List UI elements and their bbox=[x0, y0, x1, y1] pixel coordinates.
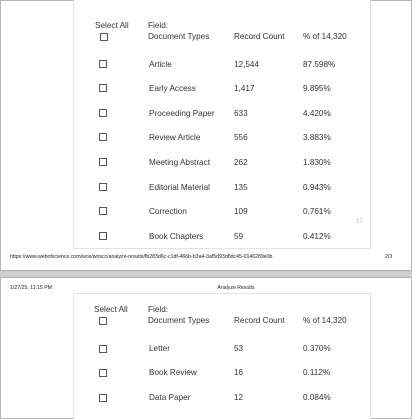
record-count-cell: 12 bbox=[234, 393, 244, 402]
field-label: Field: bbox=[148, 21, 169, 30]
record-count-cell: 556 bbox=[234, 133, 248, 142]
percent-cell: 0.112% bbox=[303, 368, 331, 377]
row-checkbox[interactable] bbox=[99, 158, 107, 166]
percent-cell: 0.084% bbox=[303, 393, 331, 402]
record-count-cell: 16 bbox=[234, 368, 244, 377]
document-type-cell: Book Review bbox=[149, 368, 197, 377]
record-count-cell: 59 bbox=[234, 232, 244, 241]
document-type-cell: Review Article bbox=[149, 133, 201, 142]
record-count-cell: 109 bbox=[234, 207, 248, 216]
field-name-header: Document Types bbox=[148, 32, 210, 41]
row-checkbox[interactable] bbox=[99, 232, 107, 240]
print-footer-url: https://www.webofscience.com/wos/woscc/analyze-results/fb283d6c-c1df-466b-b3a4-3af5d93d8dc45-0146289e0b bbox=[10, 254, 273, 260]
record-count-cell: 12,544 bbox=[234, 60, 260, 69]
document-type-cell: Data Paper bbox=[149, 393, 191, 402]
print-header-title: Analyze Results bbox=[217, 285, 255, 291]
page-break-divider bbox=[0, 270, 412, 278]
percent-cell: 87.598% bbox=[303, 60, 336, 69]
percent-cell: 4.420% bbox=[303, 109, 331, 118]
row-checkbox[interactable] bbox=[99, 394, 107, 402]
document-type-cell: Meeting Abstract bbox=[149, 158, 210, 167]
record-count-header: Record Count bbox=[234, 32, 285, 41]
row-checkbox[interactable] bbox=[99, 207, 107, 215]
percent-cell: 0.761% bbox=[303, 207, 331, 216]
document-type-cell: Proceeding Paper bbox=[149, 109, 215, 118]
percent-cell: 0.943% bbox=[303, 183, 331, 192]
record-count-header: Record Count bbox=[234, 316, 285, 325]
select-all-checkbox[interactable] bbox=[100, 33, 108, 41]
faint-page-mark: 17 bbox=[356, 219, 363, 225]
row-checkbox[interactable] bbox=[99, 133, 107, 141]
percent-cell: 0.412% bbox=[303, 232, 331, 241]
row-checkbox[interactable] bbox=[99, 345, 107, 353]
select-all-label: Select All bbox=[94, 305, 128, 314]
record-count-cell: 53 bbox=[234, 344, 244, 353]
document-type-cell: Editorial Material bbox=[149, 183, 210, 192]
row-checkbox[interactable] bbox=[99, 60, 107, 68]
percent-cell: 0.370% bbox=[303, 344, 331, 353]
print-footer-page-number: 2/3 bbox=[385, 254, 393, 260]
document-type-cell: Correction bbox=[149, 207, 187, 216]
percent-cell: 3.883% bbox=[303, 133, 331, 142]
document-type-cell: Book Chapters bbox=[149, 232, 204, 241]
field-name-header: Document Types bbox=[148, 316, 210, 325]
select-all-checkbox[interactable] bbox=[99, 317, 107, 325]
percent-header: % of 14,320 bbox=[303, 316, 347, 325]
row-checkbox[interactable] bbox=[99, 84, 107, 92]
percent-header: % of 14,320 bbox=[303, 32, 347, 41]
record-count-cell: 1,417 bbox=[234, 84, 255, 93]
row-checkbox[interactable] bbox=[99, 183, 107, 191]
percent-cell: 9.895% bbox=[303, 84, 331, 93]
results-table-page-1 bbox=[73, 0, 371, 249]
print-header-timestamp: 1/27/25, 11:15 PM bbox=[10, 285, 53, 291]
field-label: Field: bbox=[148, 305, 169, 314]
results-table-page-2 bbox=[73, 293, 371, 419]
row-checkbox[interactable] bbox=[99, 369, 107, 377]
record-count-cell: 135 bbox=[234, 183, 248, 192]
record-count-cell: 262 bbox=[234, 158, 248, 167]
document-type-cell: Article bbox=[149, 60, 172, 69]
row-checkbox[interactable] bbox=[99, 109, 107, 117]
select-all-label: Select All bbox=[95, 21, 129, 30]
document-type-cell: Letter bbox=[149, 344, 170, 353]
record-count-cell: 633 bbox=[234, 109, 248, 118]
percent-cell: 1.830% bbox=[303, 158, 331, 167]
document-type-cell: Early Access bbox=[149, 84, 196, 93]
